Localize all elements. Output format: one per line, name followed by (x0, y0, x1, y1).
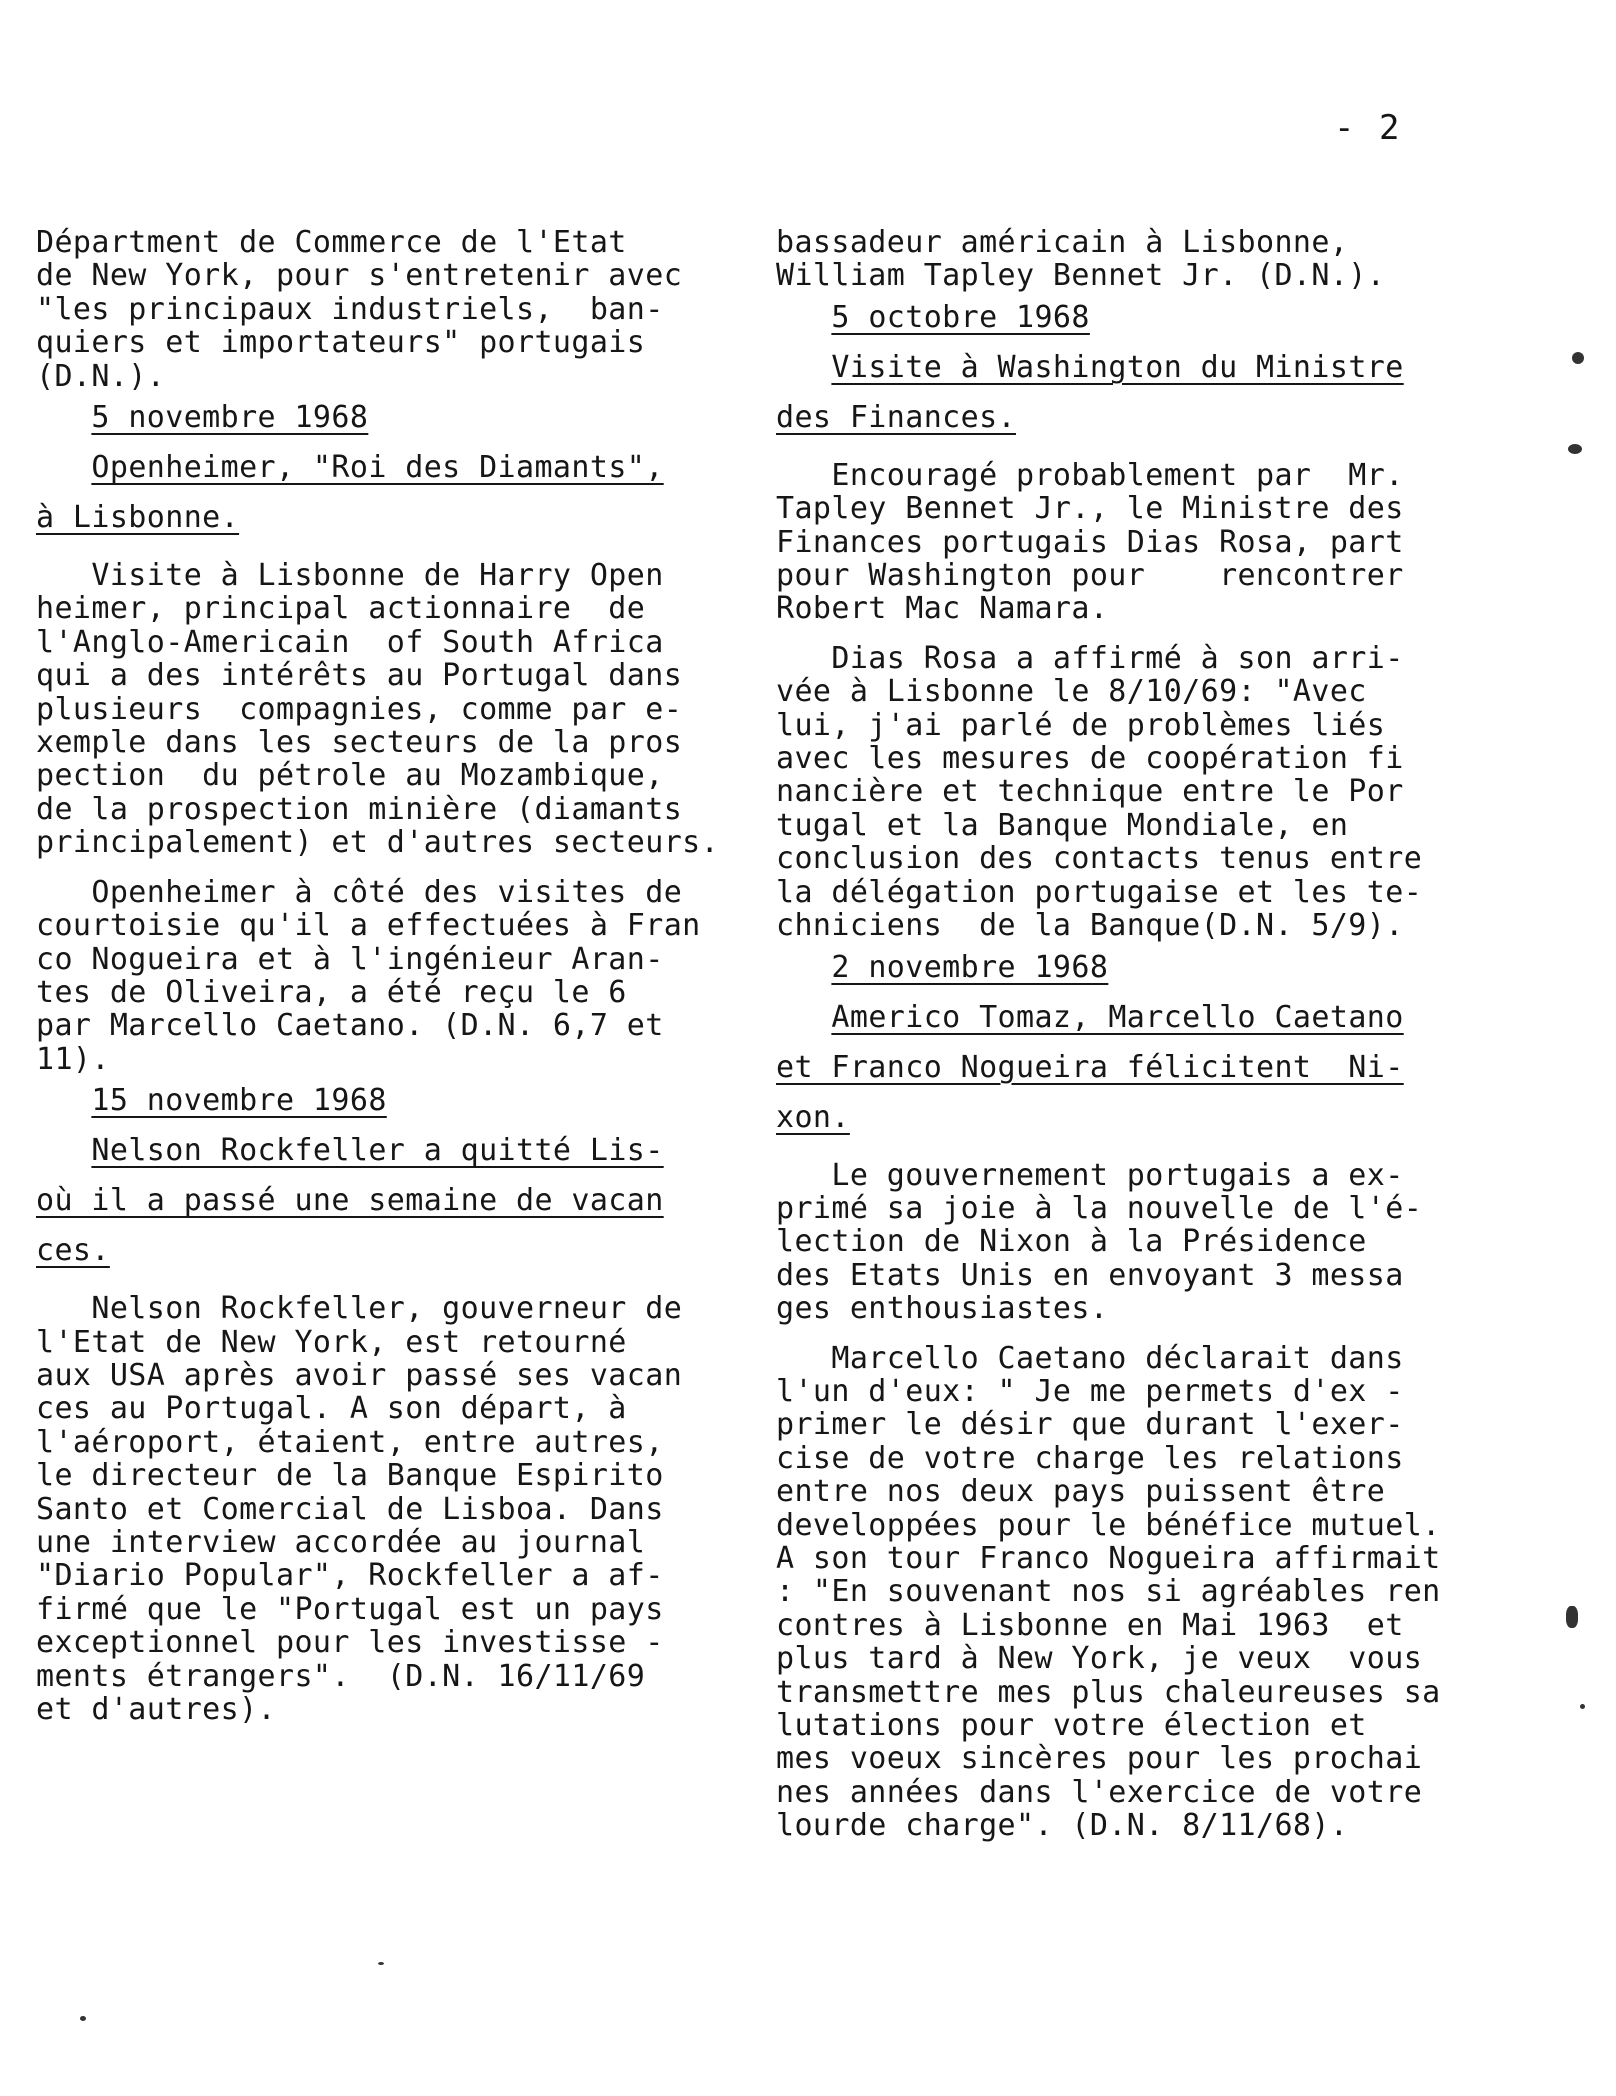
text-line: 5 novembre 1968 (91, 400, 369, 436)
text-line: Openheimer à côté des visites de (36, 874, 683, 910)
section-date (36, 393, 750, 443)
left-column (36, 226, 750, 1726)
text-line: des Etats Unis en envoyant 3 messa (776, 1257, 1404, 1293)
text-line: nes années dans l'exercice de votre (776, 1774, 1423, 1810)
text-line: 15 novembre 1968 (91, 1083, 387, 1119)
paragraph (36, 226, 750, 393)
text-line: l'Anglo-Americain of South Africa (36, 624, 664, 660)
text-line: des Finances. (776, 399, 1016, 435)
text-line: developpées pour le bénéfice mutuel. (776, 1507, 1441, 1543)
text-line: 11). (36, 1041, 110, 1077)
text-line: Marcello Caetano déclarait dans (776, 1340, 1404, 1376)
text-line: de New York, pour s'entretenir avec (36, 258, 683, 294)
text-line: pection du pétrole au Mozambique, (36, 758, 664, 794)
text-line: firmé que le "Portugal est un pays (36, 1591, 664, 1627)
page-number: - 2 (1334, 108, 1402, 148)
text-line: lui, j'ai parlé de problèmes liés (776, 707, 1386, 743)
text-line: plus tard à New York, je veux vous (776, 1641, 1423, 1677)
text-line: A son tour Franco Nogueira affirmait (776, 1540, 1441, 1576)
text-line: ces au Portugal. A son départ, à (36, 1391, 627, 1427)
scan-speck (1568, 444, 1582, 454)
paragraph (776, 1159, 1496, 1326)
section-date (776, 943, 1496, 993)
text-line: Tapley Bennet Jr., le Ministre des (776, 491, 1404, 527)
text-line: ments étrangers". (D.N. 16/11/69 (36, 1658, 646, 1694)
section-title (776, 993, 1496, 1143)
text-line: nancière et technique entre le Por (776, 774, 1404, 810)
text-line: plusieurs compagnies, comme par e- (36, 691, 683, 727)
text-line: 5 octobre 1968 (831, 299, 1090, 335)
text-line: Visite à Washington du Ministre (831, 349, 1404, 385)
section-title (36, 1126, 750, 1276)
paragraph (776, 642, 1496, 943)
text-line: contres à Lisbonne en Mai 1963 et (776, 1607, 1404, 1643)
text-line: vée à Lisbonne le 8/10/69: "Avec (776, 674, 1367, 710)
text-line: courtoisie qu'il a effectuées à Fran (36, 908, 701, 944)
text-line: cise de votre charge les relations (776, 1440, 1404, 1476)
text-line: Openheimer, "Roi des Diamants", (91, 450, 664, 486)
paragraph (36, 559, 750, 860)
text-line: avec les mesures de coopération fi (776, 741, 1404, 777)
section-title (36, 443, 750, 543)
text-line: principalement) et d'autres secteurs. (36, 825, 720, 861)
text-line: xemple dans les secteurs de la pros (36, 725, 683, 761)
text-line: par Marcello Caetano. (D.N. 6,7 et (36, 1008, 664, 1044)
scan-speck (80, 2016, 86, 2021)
paragraph (776, 459, 1496, 626)
text-line: ges enthousiastes. (776, 1291, 1109, 1327)
text-line: Le gouvernement portugais a ex- (776, 1157, 1404, 1193)
text-line: : "En souvenant nos si agréables ren (776, 1574, 1441, 1610)
text-line: de la prospection minière (diamants (36, 791, 683, 827)
text-line: (D.N.). (36, 358, 166, 394)
text-line: lourde charge". (D.N. 8/11/68). (776, 1808, 1349, 1844)
text-line: qui a des intérêts au Portugal dans (36, 658, 683, 694)
section-date (36, 1076, 750, 1126)
text-line: co Nogueira et à l'ingénieur Aran- (36, 941, 664, 977)
text-line: "Diario Popular", Rockfeller a af- (36, 1558, 664, 1594)
text-line: Dias Rosa a affirmé à son arri- (776, 640, 1404, 676)
text-line: le directeur de la Banque Espirito (36, 1458, 664, 1494)
paragraph (36, 1292, 750, 1726)
paragraph (36, 876, 750, 1076)
text-line: l'aéroport, étaient, entre autres, (36, 1424, 664, 1460)
text-line: xon. (776, 1099, 850, 1135)
text-line: primer le désir que durant l'exer- (776, 1407, 1404, 1443)
section-title (776, 343, 1496, 443)
text-line: quiers et importateurs" portugais (36, 325, 646, 361)
text-line: une interview accordée au journal (36, 1524, 646, 1560)
text-line: Nelson Rockfeller, gouverneur de (36, 1291, 683, 1327)
text-line: entre nos deux pays puissent être (776, 1474, 1386, 1510)
text-line: aux USA après avoir passé ses vacan (36, 1357, 683, 1393)
text-line: chniciens de la Banque(D.N. 5/9). (776, 908, 1404, 944)
text-line: William Tapley Bennet Jr. (D.N.). (776, 258, 1386, 294)
text-line: 2 novembre 1968 (831, 949, 1109, 985)
text-line: "les principaux industriels, ban- (36, 291, 664, 327)
scan-speck (1572, 352, 1584, 364)
right-column (776, 226, 1496, 1843)
section-date (776, 293, 1496, 343)
text-line: tugal et la Banque Mondiale, en (776, 807, 1349, 843)
text-line: l'un d'eux: " Je me permets d'ex - (776, 1373, 1404, 1409)
text-line: où il a passé une semaine de vacan (36, 1183, 664, 1219)
text-line: pour Washington pour rencontrer (776, 558, 1404, 594)
text-line: et Franco Nogueira félicitent Ni- (776, 1049, 1404, 1085)
text-line: Americo Tomaz, Marcello Caetano (831, 999, 1404, 1035)
text-line: Départment de Commerce de l'Etat (36, 225, 627, 260)
text-line: primé sa joie à la nouvelle de l'é- (776, 1190, 1423, 1226)
text-line: transmettre mes plus chaleureuses sa (776, 1674, 1441, 1710)
text-line: tes de Oliveira, a été reçu le 6 (36, 974, 627, 1010)
text-line: Nelson Rockfeller a quitté Lis- (91, 1133, 664, 1169)
text-line: la délégation portugaise et les te- (776, 874, 1423, 910)
text-line: Finances portugais Dias Rosa, part (776, 524, 1404, 560)
text-line: lutations pour votre élection et (776, 1708, 1367, 1743)
paragraph (776, 226, 1496, 293)
text-line: et d'autres). (36, 1692, 276, 1727)
scan-speck (1566, 1606, 1578, 1628)
text-line: heimer, principal actionnaire de (36, 591, 646, 627)
paragraph (776, 1342, 1496, 1843)
text-line: ces. (36, 1233, 110, 1269)
text-line: lection de Nixon à la Présidence (776, 1224, 1367, 1260)
text-line: à Lisbonne. (36, 500, 240, 536)
text-line: Encouragé probablement par Mr. (776, 457, 1404, 493)
text-line: exceptionnel pour les investisse - (36, 1625, 664, 1661)
text-line: mes voeux sincères pour les prochai (776, 1741, 1423, 1777)
text-line: Robert Mac Namara. (776, 591, 1109, 627)
text-line: bassadeur américain à Lisbonne, (776, 225, 1349, 260)
text-line: l'Etat de New York, est retourné (36, 1324, 627, 1360)
text-line: Visite à Lisbonne de Harry Open (36, 558, 664, 594)
text-line: Santo et Comercial de Lisboa. Dans (36, 1491, 664, 1527)
scan-speck (1580, 1704, 1585, 1709)
text-line: conclusion des contacts tenus entre (776, 841, 1423, 877)
scan-speck (378, 1962, 384, 1965)
